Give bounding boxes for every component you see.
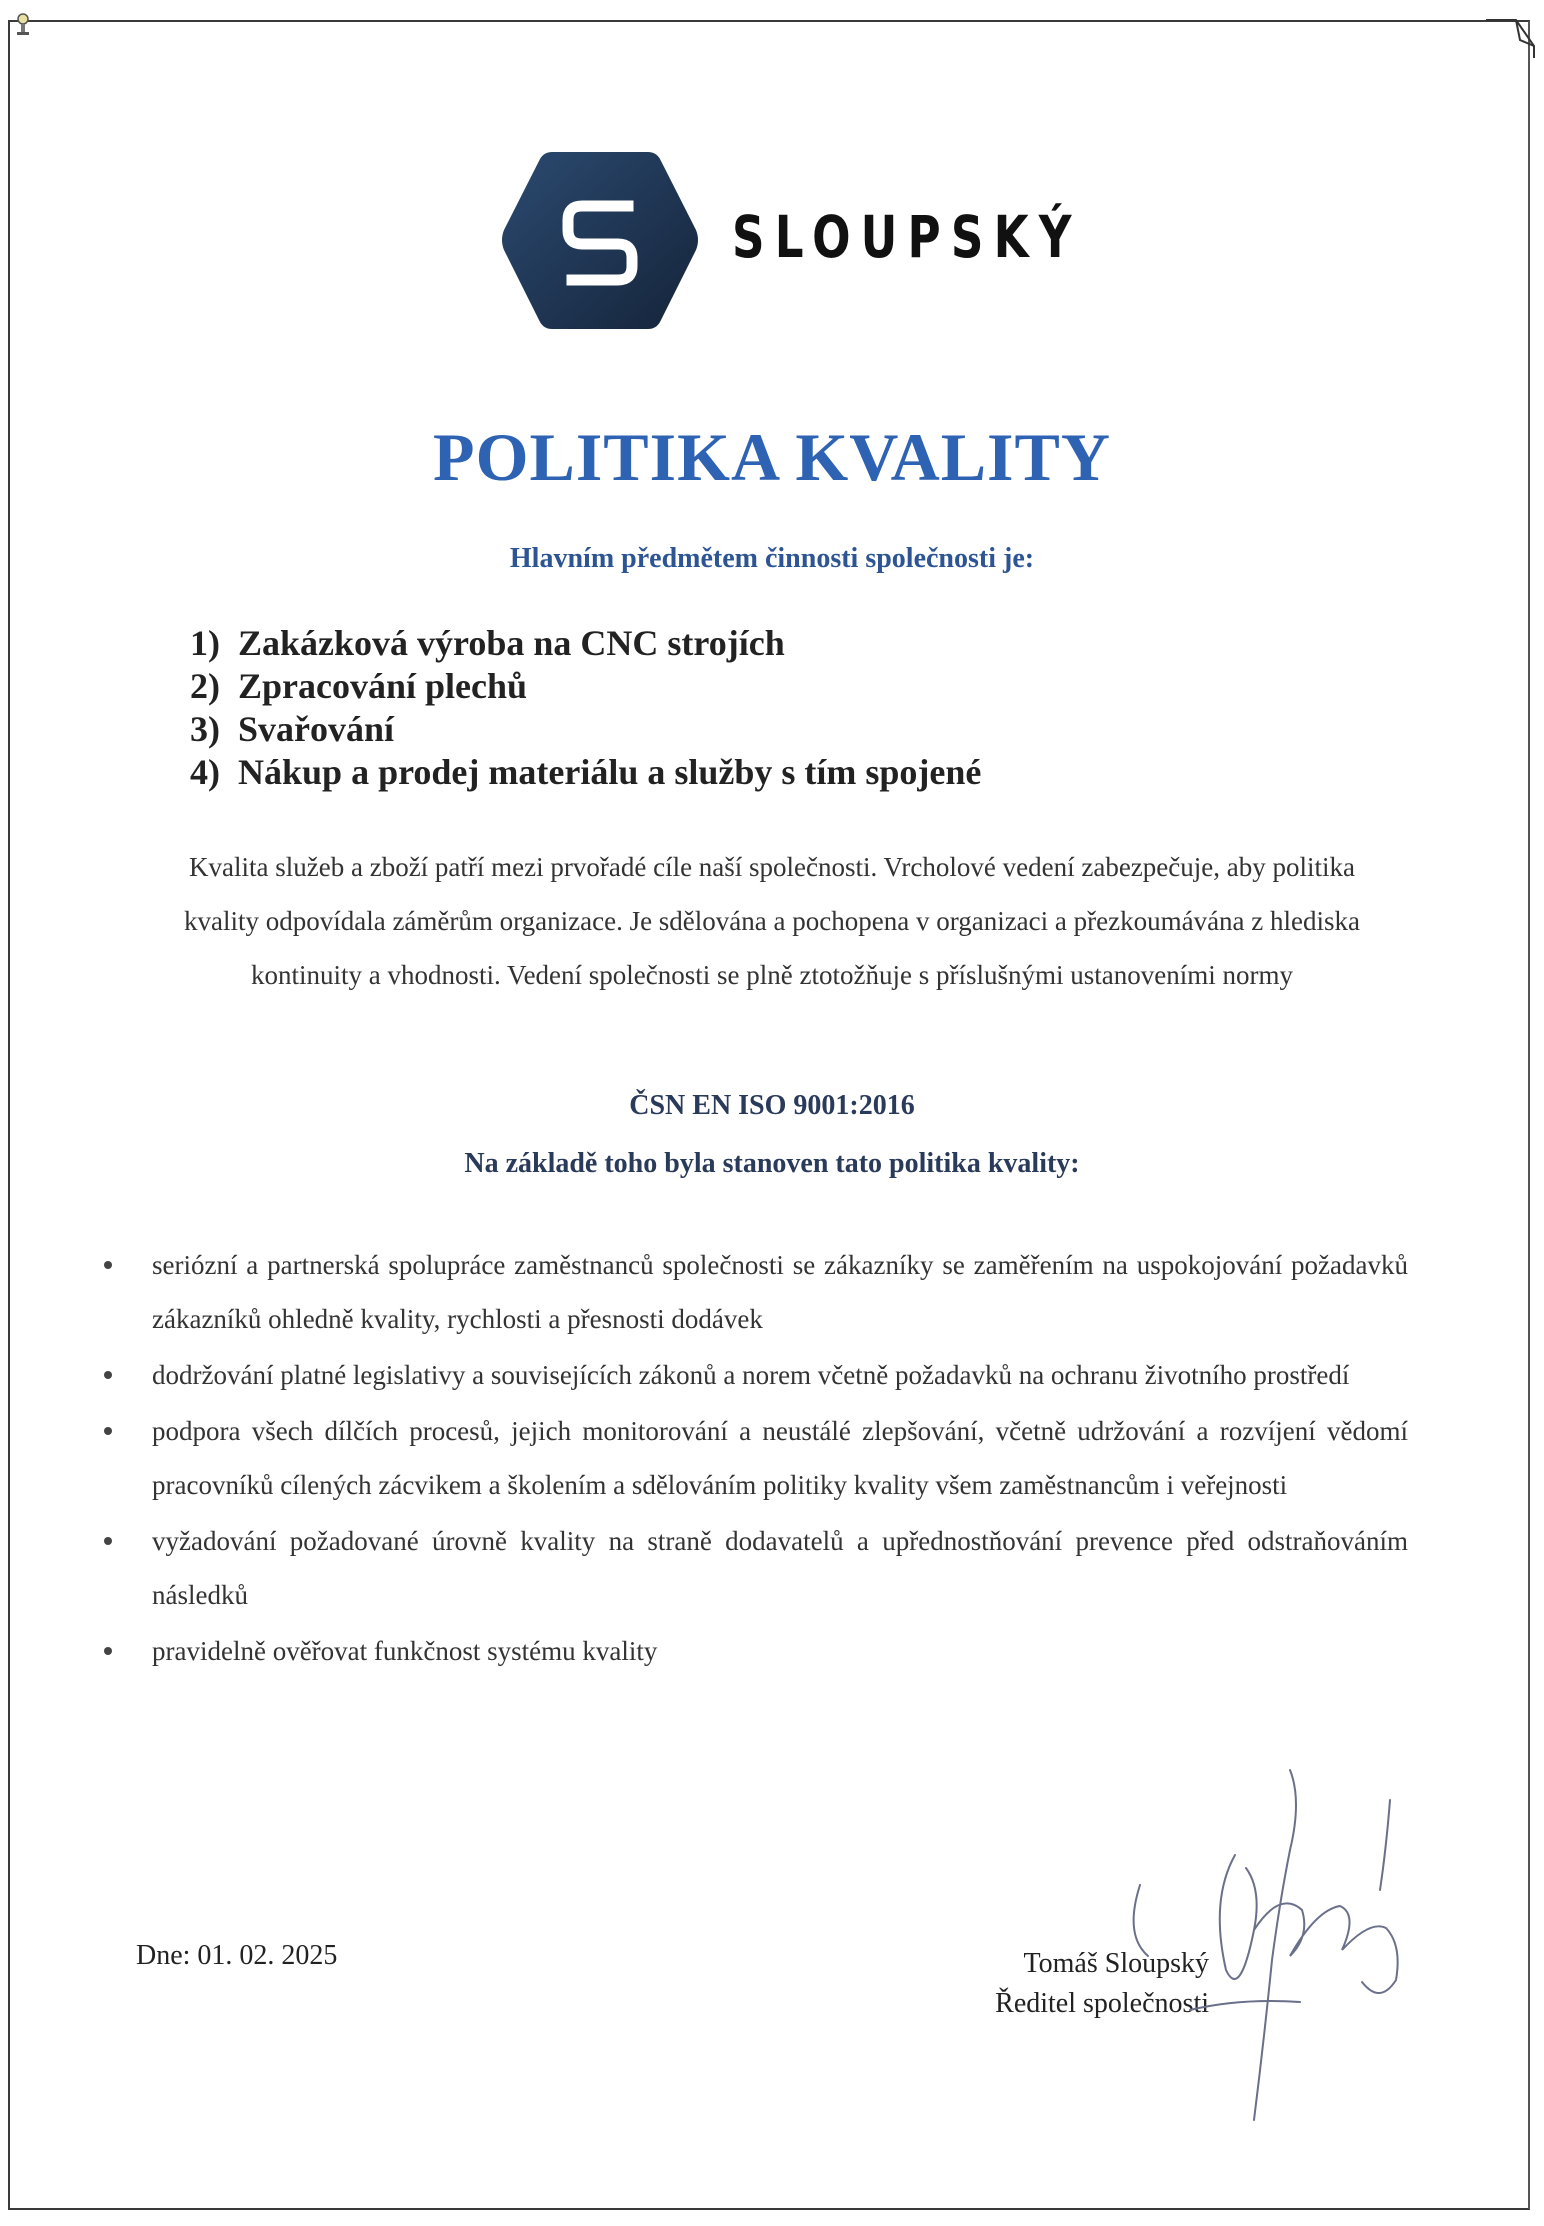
list-item: [190, 708, 981, 751]
handwritten-signature: [1040, 1760, 1440, 2130]
item-text: Zakázková výroba na CNC strojích: [238, 623, 785, 663]
policy-list: [104, 1238, 1408, 1680]
document-date: Dne: 01. 02. 2025: [136, 1940, 338, 1971]
policy-text: dodržování platné legislativy a souvisejících zákonů a norem včetně požadavků na ochranu životního prostředí: [152, 1360, 1350, 1390]
list-item: [190, 751, 981, 794]
list-item: [104, 1514, 1408, 1622]
activities-list: [190, 622, 981, 794]
item-number: 1): [190, 623, 220, 663]
signer-role: Ředitel společnosti: [995, 1988, 1209, 2019]
pin-icon: [14, 12, 32, 38]
item-text: Zpracování plechů: [238, 666, 528, 706]
logo-hexagon-icon: [500, 148, 700, 333]
item-number: 3): [190, 709, 220, 749]
intro-paragraph: Kvalita služeb a zboží patří mezi prvořadé cíle naší společnosti. Vrcholové vedení zabezpečuje, aby politika kvality odpovídala záměrům organizace. Je sdělována a pochopena v organizaci a přezkoumávána z hlediska kontinuity a vhodnosti. Vedení společnosti se plně ztotožňuje s příslušnými ustanoveními normy: [183, 852, 1361, 990]
signer-name: Tomáš Sloupský: [1023, 1948, 1209, 1979]
company-logo: [500, 148, 1082, 333]
folded-corner-icon: [1486, 18, 1536, 58]
list-item: [190, 665, 981, 708]
policy-text: seriózní a partnerská spolupráce zaměstnanců společnosti se zákazníky se zaměřením na uspokojování požadavků zákazníků ohledně kvality, rychlosti a přesnosti dodávek: [152, 1250, 1408, 1334]
page-title: POLITIKA KVALITY: [433, 419, 1111, 495]
policy-text: pravidelně ověřovat funkčnost systému kvality: [152, 1636, 658, 1666]
bullet-icon: [104, 1261, 112, 1269]
list-item: [104, 1624, 1408, 1678]
list-item: [104, 1348, 1408, 1402]
list-item: [104, 1238, 1408, 1346]
item-text: Svařování: [238, 709, 395, 749]
logo-wordmark: SLOUPSKÝ: [732, 203, 1082, 271]
policy-text: podpora všech dílčích procesů, jejich monitorování a neustálé zlepšování, včetně udržování a rozvíjení vědomí pracovníků cílených zácvikem a školením a sdělováním politiky kvality všem zaměstnancům i veřejnosti: [152, 1416, 1408, 1500]
list-item: [190, 622, 981, 665]
item-text: Nákup a prodej materiálu a služby s tím spojené: [238, 752, 982, 792]
item-number: 4): [190, 752, 220, 792]
bullet-icon: [104, 1647, 112, 1655]
bullet-icon: [104, 1537, 112, 1545]
activities-heading: Hlavním předmětem činnosti společnosti je:: [509, 543, 1035, 574]
policy-text: vyžadování požadované úrovně kvality na straně dodavatelů a upřednostňování prevence před odstraňováním následků: [152, 1526, 1408, 1610]
policy-heading: Na základě toho byla stanoven tato politika kvality:: [464, 1148, 1080, 1179]
norm-reference: ČSN EN ISO 9001:2016: [629, 1090, 915, 1121]
item-number: 2): [190, 666, 220, 706]
list-item: [104, 1404, 1408, 1512]
bullet-icon: [104, 1427, 112, 1435]
bullet-icon: [104, 1371, 112, 1379]
